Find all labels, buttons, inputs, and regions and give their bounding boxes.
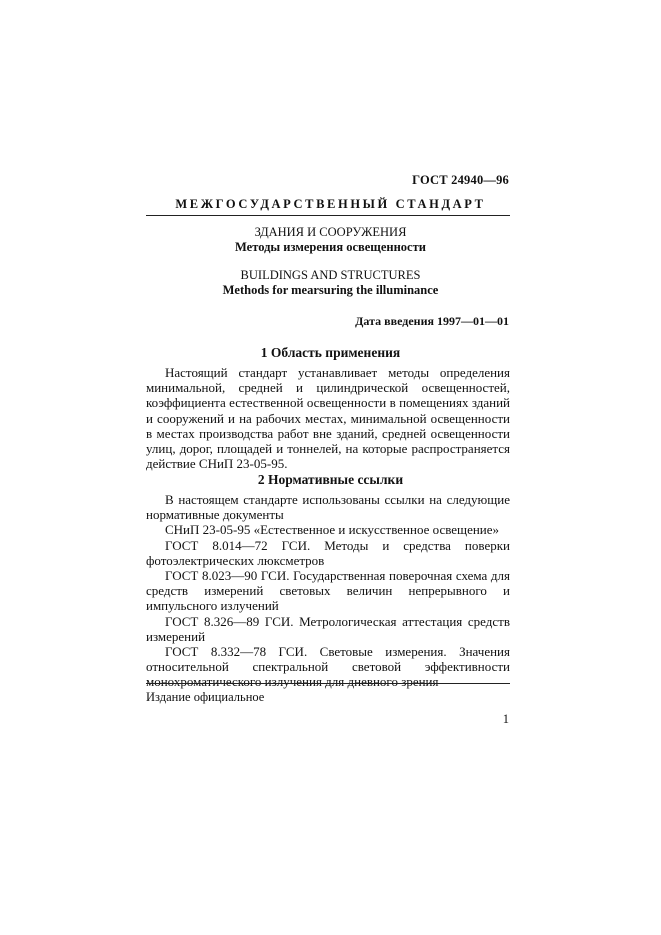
title-russian — [0, 225, 661, 255]
reference-item: СНиП 23-05-95 «Естественное и искусственное освещение» — [165, 522, 500, 538]
reference-item: ГОСТ 8.326—89 ГСИ. Метрологическая аттестация средств измерений — [146, 613, 510, 644]
gost-number: ГОСТ 24940—96 — [412, 173, 509, 187]
page-number: 1 — [502, 712, 509, 726]
paragraph: В настоящем стандарте использованы ссылки на следующие нормативные документы — [146, 492, 510, 523]
section-2-heading: 2 Нормативные ссылки — [257, 472, 404, 487]
section-2-body — [146, 492, 510, 690]
edition-note: Издание официальное — [146, 690, 265, 704]
standard-type-heading: МЕЖГОСУДАРСТВЕННЫЙ СТАНДАРТ — [175, 197, 486, 211]
title-russian-line1: ЗДАНИЯ И СООРУЖЕНИЯ — [254, 225, 407, 239]
title-english-line1: BUILDINGS AND STRUCTURES — [240, 268, 421, 282]
top-divider — [146, 215, 510, 216]
section-1-body — [146, 365, 510, 471]
reference-item: ГОСТ 8.014—72 ГСИ. Методы и средства поверки фотоэлектрических люксметров — [146, 537, 510, 568]
paragraph: Настоящий стандарт устанавливает методы определения минимальной, средней и цилиндрической освещенностей, коэффициента естественной освещенности в помещениях зданий и сооружений и на рабочих местах, минимальной освещенности в местах производства работ вне зданий, средней освещенности улиц, дорог, площадей и тоннелей, на которые распространяется действие СНиП 23-05-95. — [146, 365, 510, 472]
introduction-date: Дата введения 1997—01—01 — [355, 314, 509, 328]
section-1-heading: 1 Область применения — [260, 345, 401, 360]
title-english-line2: Methods for mearsuring the illuminance — [222, 283, 439, 297]
title-english — [0, 268, 661, 298]
footer-divider — [146, 683, 510, 684]
reference-item: ГОСТ 8.023—90 ГСИ. Государственная поверочная схема для средств измерений световых величин непрерывного и импульсного излучений — [146, 568, 510, 614]
reference-item: ГОСТ 8.332—78 ГСИ. Световые измерения. Значения относительной спектральной световой эффективности монохроматического излучения для дневного зрения — [146, 644, 510, 690]
title-russian-line2: Методы измерения освещенности — [235, 240, 426, 254]
